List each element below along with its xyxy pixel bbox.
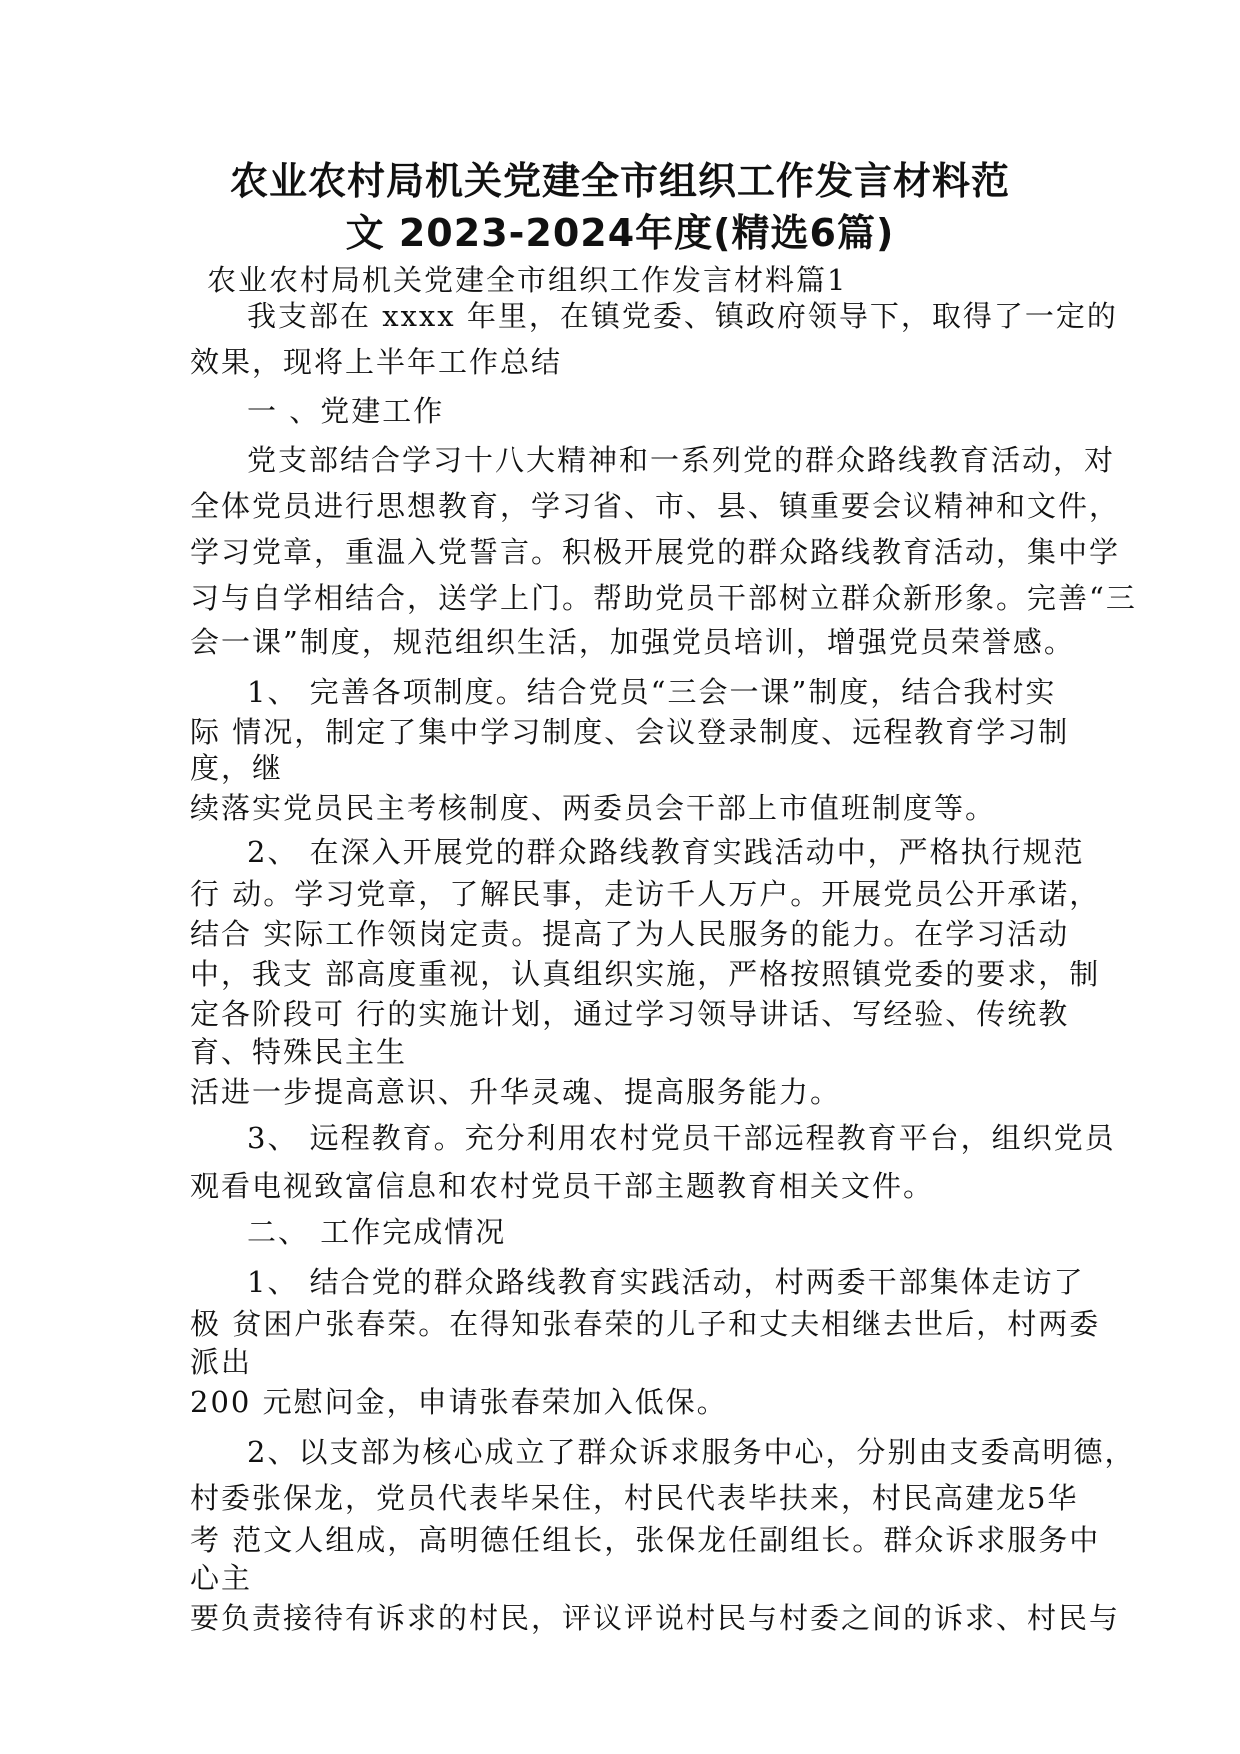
sub-heading: 一 、党建工作: [247, 394, 445, 428]
body-line: 度，继: [190, 751, 284, 785]
body-line: 结合 实际工作领岗定责。提高了为人民服务的能力。在学习活动: [190, 917, 1070, 951]
body-line: 际 情况，制定了集中学习制度、会议登录制度、远程教育学习制: [190, 715, 1070, 749]
body-line: 党支部结合学习十八大精神和一系列党的群众路线教育活动，对: [247, 443, 1116, 477]
body-line: 1、 完善各项制度。结合党员“三会一课”制度，结合我村实: [247, 675, 1057, 709]
body-line: 习与自学相结合，送学上门。帮助党员干部树立群众新形象。完善“三: [190, 581, 1137, 615]
sub-heading: 二、 工作完成情况: [247, 1215, 507, 1249]
body-line: 2、以支部为核心成立了群众诉求服务中心，分别由支委高明德，: [247, 1435, 1136, 1469]
body-line: 会一课”制度，规范组织生活，加强党员培训，增强党员荣誉感。: [190, 625, 1075, 659]
body-line: 育、特殊民主生: [190, 1035, 408, 1069]
body-line: 心主: [190, 1561, 253, 1595]
body-line: 学习党章，重温入党誓言。积极开展党的群众路线教育活动，集中学: [190, 535, 1121, 569]
body-line: 2、 在深入开展党的群众路线教育实践活动中，严格执行规范: [247, 835, 1085, 869]
body-line: 效果，现将上半年工作总结: [190, 345, 563, 379]
body-line: 极 贫困户张春荣。在得知张春荣的儿子和丈夫相继去世后，村两委: [190, 1307, 1101, 1341]
body-line: 续落实党员民主考核制度、两委员会干部上市值班制度等。: [190, 791, 997, 825]
body-line: 考 范文人组成，高明德任组长，张保龙任副组长。群众诉求服务中: [190, 1523, 1101, 1557]
body-line: 派出: [190, 1345, 253, 1379]
body-line: 观看电视致富信息和农村党员干部主题教育相关文件。: [190, 1169, 935, 1203]
section-heading: 农业农村局机关党建全市组织工作发言材料篇1: [207, 263, 848, 297]
body-line: 定各阶段可 行的实施计划，通过学习领导讲话、写经验、传统教: [190, 997, 1070, 1031]
document-title-line-2: 文 2023-2024年度(精选6篇): [345, 211, 895, 255]
body-line: 要负责接待有诉求的村民，评议评说村民与村委之间的诉求、村民与: [190, 1601, 1121, 1635]
document-title-line-1: 农业农村局机关党建全市组织工作发言材料范: [229, 159, 1010, 203]
body-line: 我支部在 xxxx 年里，在镇党委、镇政府领导下，取得了一定的: [247, 299, 1118, 333]
body-line: 中，我支 部高度重视，认真组织实施，严格按照镇党委的要求，制: [190, 957, 1101, 991]
body-line: 村委张保龙，党员代表毕呆住，村民代表毕扶来，村民高建龙5华: [190, 1481, 1079, 1515]
body-line: 活进一步提高意识、升华灵魂、提高服务能力。: [190, 1075, 842, 1109]
body-line: 全体党员进行思想教育，学习省、市、县、镇重要会议精神和文件，: [190, 489, 1121, 523]
body-line: 1、 结合党的群众路线教育实践活动，村两委干部集体走访了: [247, 1265, 1085, 1299]
body-line: 行 动。学习党章，了解民事，走访千人万户。开展党员公开承诺，: [190, 877, 1101, 911]
body-line: 3、 远程教育。充分利用农村党员干部远程教育平台，组织党员: [247, 1121, 1116, 1155]
body-line: 200 元慰问金，申请张春荣加入低保。: [190, 1385, 728, 1419]
